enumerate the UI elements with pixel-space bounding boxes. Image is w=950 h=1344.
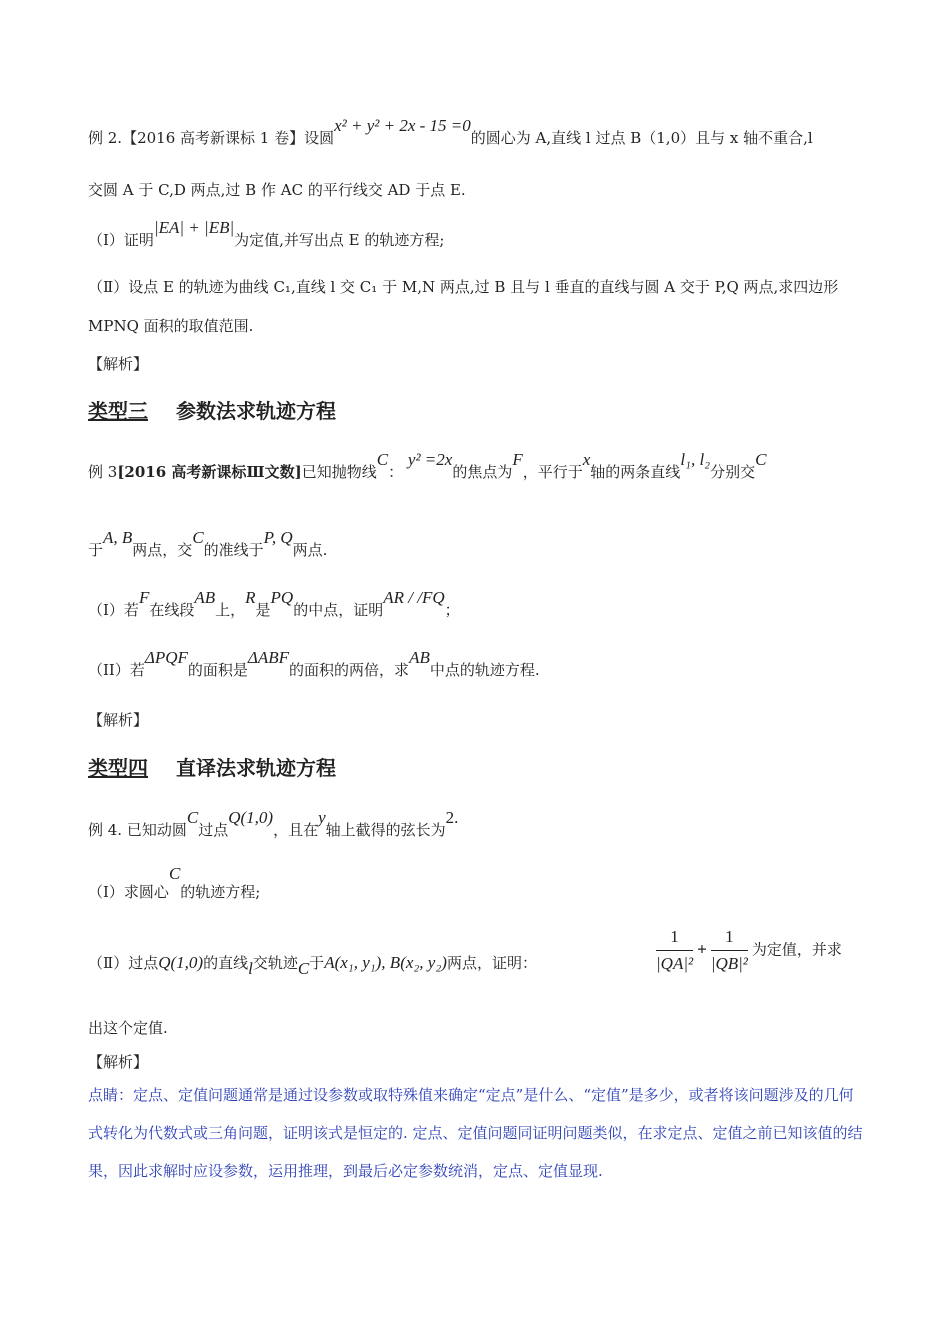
type4-heading [88, 755, 336, 781]
ex4-p2-b: 的直线 [203, 954, 249, 972]
type4-label: 类型四 [88, 756, 148, 780]
ex4-p1-C: C [168, 864, 181, 883]
ex3-p2-b: 的面积是 [187, 661, 248, 679]
ex3-PQ: P, Q [263, 528, 293, 547]
ex3-eq: y² =2x [407, 450, 453, 469]
ex3-p2-d: 中点的轨迹方程. [429, 661, 540, 679]
ex3-p1-b: 在线段 [149, 601, 195, 619]
ex3-part1 [88, 588, 862, 620]
ex4-p2-C: C [297, 959, 310, 978]
type3-title: 参数法求轨迹方程 [176, 399, 336, 423]
ex3-t1: 已知抛物线 [301, 463, 377, 481]
ex4-p2-f: 为定值，并求 [751, 940, 842, 959]
ex4-a: 例 4. 已知动圆 [88, 821, 187, 839]
ex3-p1-c: 上， [215, 601, 246, 619]
ex2-analysis: 【解析】 [88, 355, 149, 373]
ex3-source: [2016 高考新课标Ⅲ文数] [117, 463, 302, 481]
ex3-line1 [88, 450, 862, 482]
ex3-p1-d: 是 [255, 601, 271, 619]
ex3-C3: C [192, 528, 204, 547]
note-paragraph: 点睛：定点、定值问题通常是通过设参数或取特殊值来确定“定点”是什么、“定值”是多少，或者将该问题涉及的几何式转化为代数式或三角问题，证明该式是恒定的. 定点、定值问题同证明问题类似，在求定点、定值之前已知该值的结果，因此求解时应设参数，运用推理，到最后必定参数统消，定点、定值显现. [88, 1086, 863, 1180]
ex2-part2-line2: MPNQ 面积的取值范围. [88, 317, 254, 335]
ex2-part1-prefix: （Ⅰ）证明 [88, 231, 154, 249]
ex3-t8: 两点. [292, 541, 328, 559]
ex4-y: y [318, 808, 326, 827]
ex3-prefix: 例 3 [88, 463, 118, 481]
ex3-l12: l₁, l₂ [680, 450, 711, 469]
ex4-p2-d: 于 [309, 954, 325, 972]
ex2-part1-formula: |EA| + |EB| [153, 218, 235, 237]
ex2-prefix: 例 2.【2016 高考新课标 1 卷】设圆 [88, 129, 335, 147]
ex3-p1-F: F [138, 588, 150, 607]
ex3-p1-AB: AB [194, 588, 216, 607]
ex2-part1 [88, 218, 862, 250]
ex4-analysis: 【解析】 [88, 1053, 149, 1071]
ex3-line2 [88, 528, 862, 560]
ex4-part2 [88, 927, 862, 987]
ex3-t5: 分别交 [710, 463, 756, 481]
ex4-part2-line2: 出这个定值. [88, 1019, 168, 1037]
ex4-p1-b: 的轨迹方程; [180, 883, 261, 901]
ex2-rest1: 的圆心为 A,直线 l 过点 B（1,0）且与 x 轴不重合,l [470, 129, 813, 147]
ex4-frac1 [656, 927, 693, 974]
ex4-line1 [88, 808, 862, 840]
ex4-frac2-den: |QB|² [710, 954, 748, 973]
ex3-p2-ABF: ΔABF [247, 648, 290, 667]
ex2-part1-rest: 为定值,并写出点 E 的轨迹方程; [234, 231, 445, 249]
ex3-p2-PQF: ΔPQF [144, 648, 188, 667]
ex2-part2-line1: （Ⅱ）设点 E 的轨迹为曲线 C₁,直线 l 交 C₁ 于 M,N 两点,过 B 且与 l 垂直的直线与圆 A 交于 P,Q 两点,求四边形 [88, 278, 839, 296]
ex3-t6: 两点，交 [132, 541, 193, 559]
ex4-d: 轴上截得的弦长为 [325, 821, 446, 839]
ex4-p2-c: 交轨迹 [252, 954, 298, 972]
ex4-p2-Q: Q(1,0) [158, 953, 204, 972]
ex2-equation: x² + y² + 2x - 15 =0 [334, 116, 471, 135]
ex4-frac1-den: |QA|² [656, 954, 694, 973]
type4-title: 直译法求轨迹方程 [176, 756, 336, 780]
ex3-t3: ，平行于 [522, 463, 583, 481]
ex3-C2: C [755, 450, 767, 469]
ex4-p2-e: 两点，证明： [446, 954, 537, 972]
ex4-frac2 [711, 927, 748, 974]
ex3-part2 [88, 648, 862, 680]
ex3-C: C [376, 450, 389, 469]
ex3-p2-c: 的面积的两倍，求 [289, 661, 410, 679]
ex3-p1-end: ； [444, 601, 460, 619]
ex3-t4: 轴的两条直线 [590, 463, 681, 481]
ex4-frac1-num: 1 [656, 927, 693, 951]
ex3-p2-a: （II）若 [88, 661, 145, 679]
ex4-part1 [88, 864, 862, 902]
ex3-p1-R: R [245, 588, 256, 607]
type3-label: 类型三 [88, 399, 148, 423]
ex3-p1-e: 的中点，证明 [293, 601, 384, 619]
ex3-t7: 的准线于 [203, 541, 264, 559]
ex2-line2: 交圆 A 于 C,D 两点,过 B 作 AC 的平行线交 AD 于点 E. [88, 181, 466, 199]
ex2-line1 [88, 116, 862, 148]
ex3-p1-PQ: PQ [270, 588, 294, 607]
ex4-p2-a: （Ⅱ）过点 [88, 954, 159, 972]
ex4-frac2-num: 1 [711, 927, 748, 951]
ex3-p1-a: （I）若 [88, 601, 139, 619]
ex4-C: C [186, 808, 199, 827]
ex3-p2-AB: AB [409, 648, 430, 667]
ex4-two: 2. [445, 808, 459, 827]
ex4-c: ，且在 [273, 821, 319, 839]
ex3-colon: ： [388, 463, 404, 481]
ex3-yu: 于 [88, 541, 104, 559]
ex3-AB: A, B [103, 528, 133, 547]
ex3-p1-formula: AR / /FQ [383, 588, 445, 607]
ex4-p2-l: l [248, 959, 253, 978]
ex4-plus: + [697, 939, 707, 959]
ex3-t2: 的焦点为 [452, 463, 513, 481]
ex4-b: 过点 [198, 821, 229, 839]
ex4-p2-points: A(x₁, y₁), B(x₂, y₂) [324, 953, 447, 972]
ex3-analysis: 【解析】 [88, 711, 149, 729]
ex3-x: x [582, 450, 591, 469]
ex3-F: F [512, 450, 523, 469]
ex4-p1-a: （Ⅰ）求圆心 [88, 883, 169, 901]
ex4-fraction-sum [652, 927, 842, 974]
type3-heading [88, 398, 336, 424]
ex4-Q: Q(1,0) [228, 808, 274, 827]
